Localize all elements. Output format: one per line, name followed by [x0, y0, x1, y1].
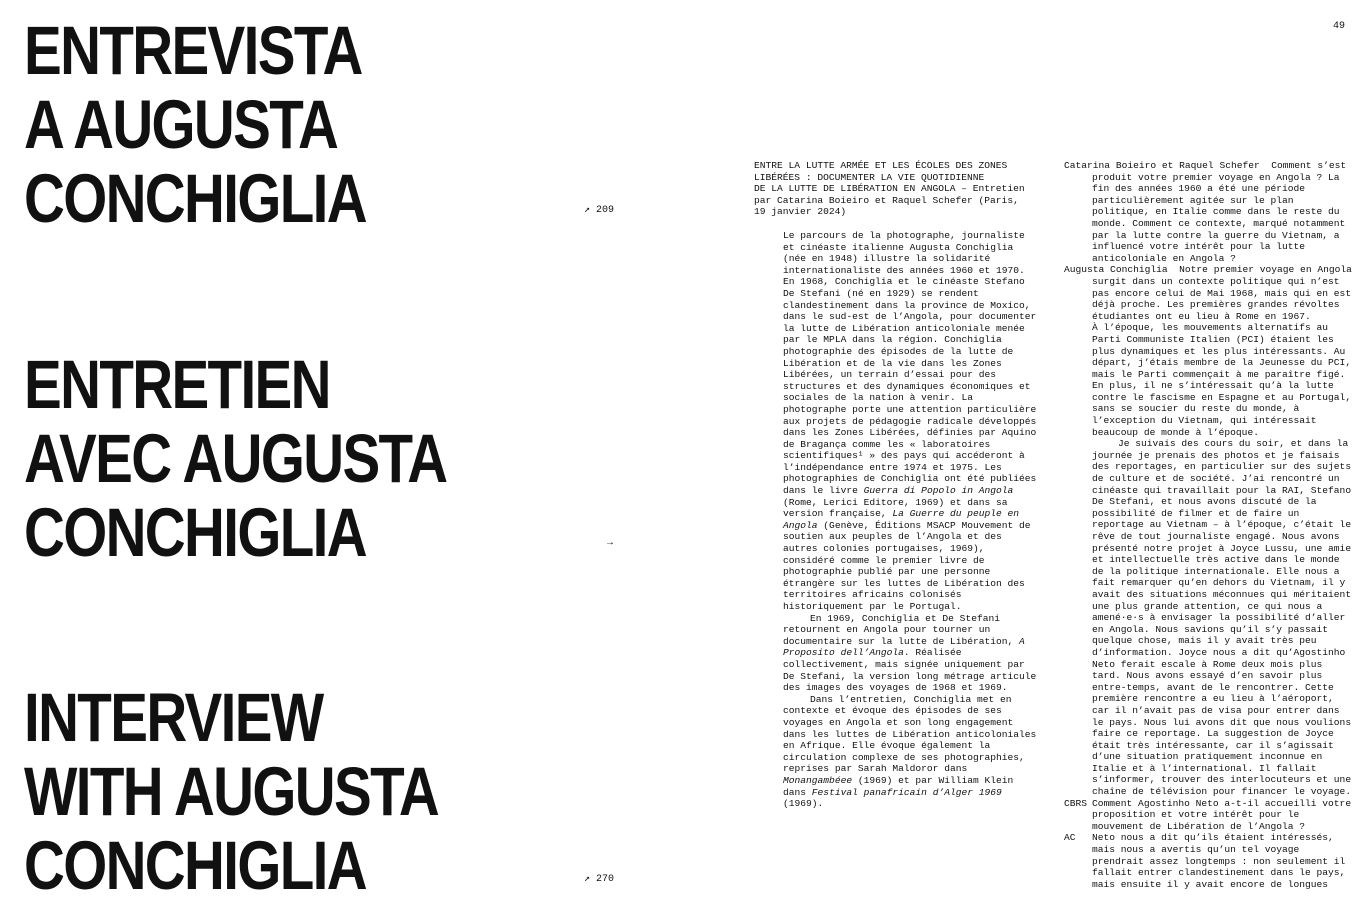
book-title: La Guerre du peuple en Angola — [783, 508, 1020, 531]
answer — [1064, 832, 1354, 890]
heading-line: ENTRE LA LUTTE ARMÉE ET LES ÉCOLES DES ZONES — [754, 160, 1008, 171]
title-line: INTERVIEW — [24, 679, 323, 756]
film-title: A Proposito dell’Angola — [783, 635, 1025, 659]
page-reference-english[interactable]: ↗ 270 — [584, 874, 615, 885]
heading-line: 19 janvier 2024) — [754, 206, 847, 218]
heading-line: DE LA LUTTE DE LIBÉRATION EN ANGOLA – Entretien — [754, 183, 1025, 195]
question — [1064, 160, 1354, 264]
book-title: Guerra di Popolo in Angola — [863, 485, 1014, 497]
introduction-text — [783, 230, 1038, 810]
title-line: CONCHIGLIA — [24, 494, 366, 571]
title-line: CONCHIGLIA — [24, 827, 366, 903]
film-title: Monangambéee — [783, 774, 853, 786]
arrow-right-icon[interactable]: → — [607, 538, 614, 549]
intro-paragraph: En 1969, Conchiglia et De Stefani retournent en Angola pour tourner un documentaire sur la lutte de Libération, A Proposito dell’Angola. Réalisée collectivement, mais signée uniquement par De Stefani, la version long métrage articule des images des voyages de 1968 et 1969. — [783, 612, 1037, 694]
page-reference-portuguese[interactable]: ↗ 209 — [584, 205, 615, 216]
answer-text: À l’époque, les mouvements alternatifs au Parti Communiste Italien (PCI) étaient les plus dynamiques et les plus intéressants. Au départ, j’étais membre de la Jeunesse du PCI, mais le Parti commençait à me paraître figé. En plus, il ne s’intéressait qu’à la lutte contre le fascisme en Espagne et au Portugal, sans se soucier du reste du monde, à l’exception du Vietnam, qui intéressait beaucoup de monde à l’époque. — [1092, 322, 1352, 438]
title-line: WITH AUGUSTA — [24, 753, 439, 830]
answer — [1064, 264, 1354, 797]
speaker-label: AC — [1064, 832, 1076, 844]
question-text: Comment Agostinho Neto a-t-il accueilli votre proposition et votre intérêt pour le mouvement de Libération de l’Angola ? — [1092, 797, 1352, 832]
heading-line: par Catarina Boieiro et Raquel Schefer (Paris, — [754, 194, 1019, 206]
title-portuguese — [24, 14, 366, 236]
title-line: A AUGUSTA — [24, 86, 338, 163]
interview-column — [1064, 160, 1354, 890]
intro-paragraph: Dans l’entretien, Conchiglia met en contexte et évoque des épisodes de ses voyages en Angola et son long engagement dans les luttes de Libération anticoloniales en Afrique. Elle évoque également la circulation complexe de ses photographies, reprises par Sarah Maldoror dans Monangambéee (1969) et par William Klein dans Festival panafricain d’Alger 1969 (1969). — [783, 693, 1037, 810]
page-number: 49 — [1333, 21, 1346, 32]
speaker-label: Augusta Conchiglia — [1064, 264, 1168, 276]
speaker-label: Catarina Boieiro et Raquel Schefer — [1064, 160, 1260, 171]
answer-text: Je suivais des cours du soir, et dans la journée je prenais des photos et je faisais des reportages, en particulier sur des sujets de culture et de société. J’ai rencontré un cinéaste qui travaillait pour la RAI, Stefano De Stefani, et nous avons discuté de la possibilité de filmer et de faire un reportage au Vietnam – à l’époque, c’était le rêve de tout journaliste engagé. Nous avons présenté notre projet à Joyce Lussu, une amie et intellectuelle très active dans le monde de la politique internationale. Elle nous a fait remarquer qu’en dehors du Vietnam, il y avait des situations méconnues qui méritaient une plus grande attention, ce qui nous a amené·e·s à envisager la possibilité d’aller en Angola. Nous savions qu’il s’y passait quelque chose, mais il y avait très peu d’information. Joyce nous a dit qu’Agostinho Neto ferait escale à Rome deux mois plus tard. Nous avons essayé d’en savoir plus entre-temps, avant de le rencontrer. Cette première rencontre a eu lieu à l’aéroport, car il n’avait pas de visa pour entrer dans le pays. Nous lui avons dit que nous voulions faire ce reportage. La suggestion de Joyce était très intéressante, car il s’agissait d’une situation pratiquement inconnue en Italie et à l’international. Il fallait s’informer, trouver des interlocuteurs et une chaîne de télévision pour financer le voyage. — [1092, 438, 1352, 798]
answer-text: Neto nous a dit qu’ils étaient intéressés, mais nous a avertis qu’un tel voyage prendrait assez longtemps : non seulement il fallait entrer clandestinement dans le pays, mais ensuite il y avait encore de longues — [1092, 832, 1346, 890]
title-line: CONCHIGLIA — [24, 160, 366, 237]
film-title: Festival panafricain d’Alger 1969 — [811, 786, 1002, 798]
answer-text: Augusta Conchiglia Notre premier voyage en Angola surgit dans un contexte politique qui n’est pas encore celui de Mai 1968, mais qui en est déjà proche. Les premières grandes révoltes étudiantes ont eu lieu à Rome en 1967. — [1064, 264, 1352, 322]
title-french — [24, 348, 446, 570]
question — [1064, 798, 1354, 833]
title-line: ENTREVISTA — [24, 12, 362, 89]
speaker-label: CBRS — [1064, 797, 1088, 809]
heading-line: LIBÉRÉES : DOCUMENTER LA VIE QUOTIDIENNE — [754, 171, 985, 183]
title-line: ENTRETIEN — [24, 346, 330, 423]
question-text: Catarina Boieiro et Raquel Schefer Comment s’est produit votre premier voyage en Angola ? La fin des années 1960 a été une période particulièrement agitée sur le plan politique, en Italie comme dans le reste du monde. Comment ce contexte, marqué notamment par la lutte contre la guerre du Vietnam, a influencé votre intérêt pour la lutte anticoloniale en Angola ? — [1064, 160, 1347, 264]
title-line: AVEC AUGUSTA — [24, 420, 447, 497]
article-heading — [754, 160, 1054, 218]
title-english — [24, 681, 438, 903]
intro-paragraph: Le parcours de la photographe, journaliste et cinéaste italienne Augusta Conchiglia (née en 1948) illustre la solidarité internationaliste des années 1960 et 1970. En 1968, Conchiglia et le cinéaste Stefano De Stefani (né en 1929) se rendent clandestinement dans la province de Moxico, dans le sud-est de l’Angola, pour documenter la lutte de Libération anticoloniale menée par le MPLA dans la région. Conchiglia photographie des épisodes de la lutte de Libération et de la vie dans les Zones Libérées, un terrain d’essai pour des structures et des dynamiques économiques et sociales de la nation à venir. La photographe porte une attention particulière aux projets de pédagogie radicale développés dans les Zones Libérées, définies par Aquino de Bragança comme les « laboratoires scientifiques¹ » des pays qui accéderont à l’indépendance entre 1974 et 1975. Les photographies de Conchiglia ont été publiées dans le livre Guerra di Popolo in Angola (Rome, Lerici Editore, 1969) et dans sa version française, La Guerre du peuple en Angola (Genève, Éditions MSACP Mouvement de soutien aux peuples de l’Angola et des autres colonies portugaises, 1969), considéré comme le premier livre de photographie publié par une personne étrangère sur les luttes de Libération des territoires africains colonisés historiquement par le Portugal. — [783, 230, 1037, 612]
